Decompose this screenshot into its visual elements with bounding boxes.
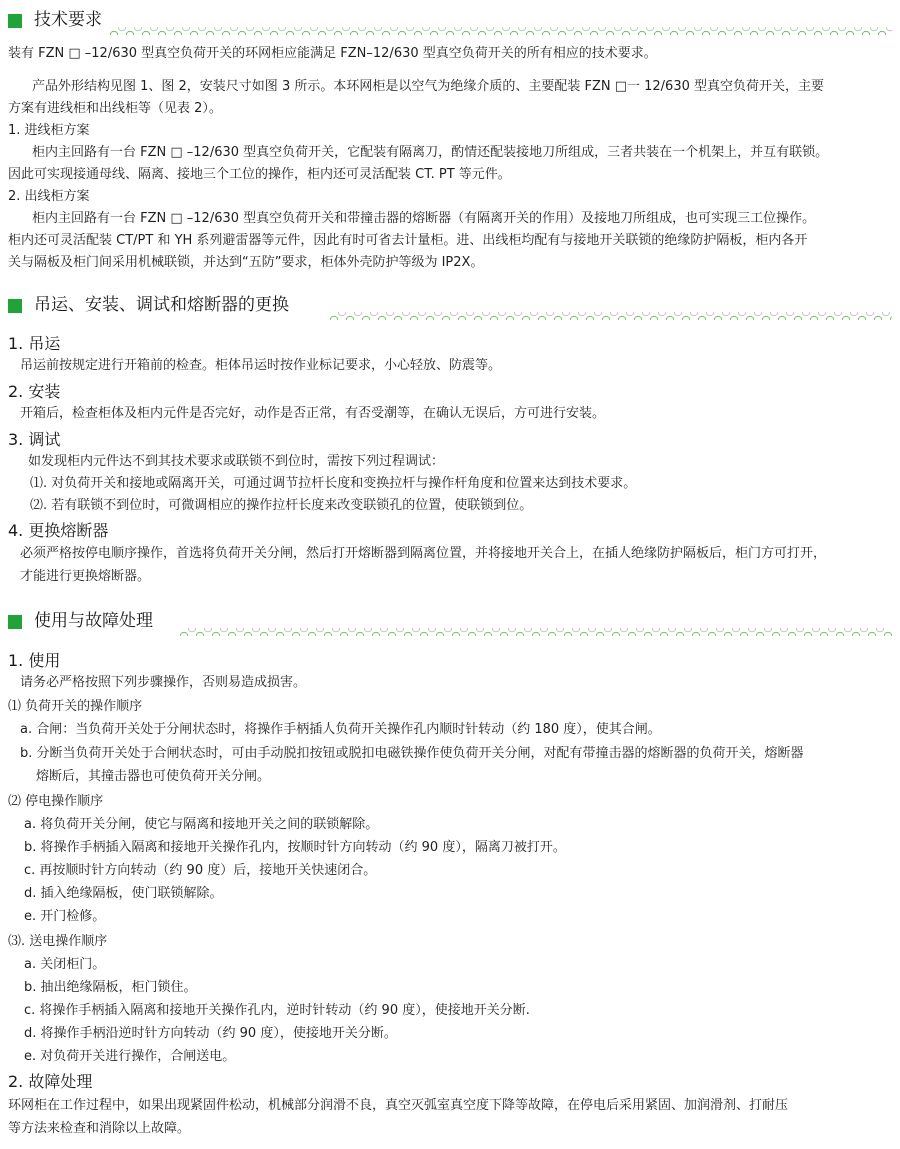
subsection-heading: 2. 故障处理 <box>8 1072 93 1091</box>
section-header-usage <box>8 607 892 637</box>
paragraph-line: 才能进行更换熔断器。 <box>20 569 151 584</box>
list-item: a. 关闭柜门。 <box>24 957 106 972</box>
subsection-heading: 3. 调试 <box>8 430 61 449</box>
green-square-icon <box>8 615 22 629</box>
paragraph-line: 柜内主回路有一台 FZN □ –12/630 型真空负荷开关，它配装有隔离刀，酌情还配装接地刀所组成，三者共装在一个机架上，并互有联锁。 <box>32 145 829 160</box>
paragraph-line: ⑴. 对负荷开关和接地或隔离开关，可通过调节拉杆长度和变换拉杆与操作杆角度和位置来达到技术要求。 <box>30 476 637 491</box>
list-heading: 2. 出线柜方案 <box>8 189 90 204</box>
paragraph-line: 装有 FZN □ –12/630 型真空负荷开关的环网柜应能满足 FZN–12/630 型真空负荷开关的所有相应的技术要求。 <box>8 46 657 61</box>
subsection-heading: 1. 吊运 <box>8 334 61 353</box>
subsection-heading: 4. 更换熔断器 <box>8 521 109 540</box>
paragraph-line: 吊运前按规定进行开箱前的检查。柜体吊运时按作业标记要求，小心轻放、防震等。 <box>20 358 502 373</box>
list-item: b. 抽出绝缘隔板，柜门锁住。 <box>24 980 197 995</box>
paragraph-line: 方案有进线柜和出线柜等（见表 2）。 <box>8 101 222 116</box>
section-title: 技术要求 <box>34 10 102 30</box>
paragraph-line: ⑵. 若有联锁不到位时，可微调相应的操作拉杆长度来改变联锁孔的位置，使联锁到位。 <box>30 498 533 513</box>
paragraph-line: 开箱后，检查柜体及柜内元件是否完好，动作是否正常，有否受潮等，在确认无误后，方可进行安装。 <box>20 406 606 421</box>
list-item: c. 再按顺时针方向转动（约 90 度）后，接地开关快速闭合。 <box>24 863 377 878</box>
section-header-handling <box>8 291 892 321</box>
list-item: d. 插入绝缘隔板，使门联锁解除。 <box>24 886 223 901</box>
section-title: 吊运、安装、调试和熔断器的更换 <box>34 295 289 315</box>
paragraph-line: 因此可实现接通母线、隔离、接地三个工位的操作，柜内还可灵活配装 CT. PT 等元件。 <box>8 167 511 182</box>
list-item-continuation: 熔断后，其撞击器也可使负荷开关分闸。 <box>36 769 271 784</box>
green-square-icon <box>8 14 22 28</box>
wavy-divider <box>330 312 892 320</box>
list-item: c. 将操作手柄插入隔离和接地开关操作孔内，逆时针转动（约 90 度），使接地开关分断. <box>24 1003 530 1018</box>
paragraph-line: 柜内还可灵活配装 CT/PT 和 YH 系列避雷器等元件，因此有时可省去计量柜。进、出线柜均配有与接地开关联锁的绝缘防护隔板，柜内各开 <box>8 233 808 248</box>
paragraph-line: 柜内主回路有一台 FZN □ –12/630 型真空负荷开关和带撞击器的熔断器（有隔离开关的作用）及接地刀所组成，也可实现三工位操作。 <box>32 211 816 226</box>
paragraph-line: 如发现柜内元件达不到其技术要求或联锁不到位时，需按下列过程调试： <box>28 454 445 469</box>
list-item: a. 合闸：当负荷开关处于分闸状态时，将操作手柄插人负荷开关操作孔内顺时针转动（约 180 度），使其合闸。 <box>20 722 661 737</box>
paragraph-line: 必须严格按停电顺序操作，首选将负荷开关分闸，然后打开熔断器到隔离位置，并将接地开关合上，在插人绝缘防护隔板后，柜门方可打开， <box>20 546 827 561</box>
list-item: b. 分断当负荷开关处于合闸状态时，可由手动脱扣按钮或脱扣电磁铁操作使负荷开关分闸，对配有带撞击器的熔断器的负荷开关，熔断器 <box>20 746 804 761</box>
list-heading: ⑶. 送电操作顺序 <box>8 934 108 949</box>
list-item: d. 将操作手柄沿逆时针方向转动（约 90 度），使接地开关分断。 <box>24 1026 397 1041</box>
subsection-heading: 2. 安装 <box>8 382 61 401</box>
list-item: e. 对负荷开关进行操作，合闸送电。 <box>24 1049 236 1064</box>
section-title: 使用与故障处理 <box>34 611 153 631</box>
list-heading: ⑵ 停电操作顺序 <box>8 794 104 809</box>
paragraph-line: 请务必严格按照下列步骤操作，否则易造成损害。 <box>20 675 307 690</box>
paragraph-line: 环网柜在工作过程中，如果出现紧固件松动，机械部分润滑不良，真空灭弧室真空度下降等故障，在停电后采用紧固、加润滑剂、打耐压 <box>8 1098 789 1113</box>
list-item: b. 将操作手柄插入隔离和接地开关操作孔内，按顺时针方向转动（约 90 度），隔离刀被打开。 <box>24 840 566 855</box>
wavy-divider <box>110 27 892 35</box>
paragraph-line: 等方法来检查和消除以上故障。 <box>8 1121 191 1136</box>
subsection-heading: 1. 使用 <box>8 651 61 670</box>
paragraph-line: 产品外形结构见图 1、图 2，安装尺寸如图 3 所示。本环网柜是以空气为绝缘介质的、主要配装 FZN □一 12/630 型真空负荷开关，主要 <box>32 79 824 94</box>
list-heading: 1. 进线柜方案 <box>8 123 90 138</box>
green-square-icon <box>8 299 22 313</box>
list-item: a. 将负荷开关分闸，使它与隔离和接地开关之间的联锁解除。 <box>24 817 379 832</box>
list-item: e. 开门检修。 <box>24 909 106 924</box>
section-header-tech-requirements <box>8 6 892 36</box>
list-heading: ⑴ 负荷开关的操作顺序 <box>8 699 143 714</box>
wavy-divider <box>180 628 892 636</box>
paragraph-line: 关与隔板及柜门间采用机械联锁，并达到“五防”要求，柜体外壳防护等级为 IP2X。 <box>8 255 484 270</box>
